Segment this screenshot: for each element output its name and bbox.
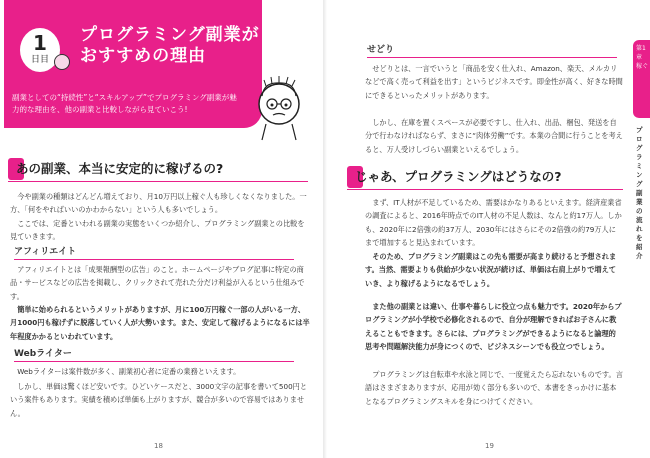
paragraph: しかし、単価は驚くほど安いです。ひどいケースだと、3000文字の記事を書いて500円という案件もあります。実績を積めば単価も上がりますが、競合が多いので容易ではありません。 [10, 382, 308, 418]
running-side-title: プログラミング副業の流れを紹介 [636, 126, 643, 260]
subheading-text: アフィリエイト [14, 247, 77, 257]
subheading-affiliate [14, 244, 76, 257]
chapter-title: プログラミング副業がおすすめの理由 [80, 25, 260, 66]
paragraph: せどりとは、一言でいうと「商品を安く仕入れ、Amazon、楽天、メルカリなどで高く売って利益を出す」というビジネスです。即金性が高く、好きな時間にできるといったメリットがあります。 [365, 64, 623, 100]
side-tab-sub: 稼ぐ [636, 63, 649, 70]
paragraph: アフィリエイトとは「成果報酬型の広告」のこと。ホームページやブログ記事に特定の商品・サービスなどの広告を掲載し、クリックされて売れた分だけ利益が入るという仕組みです。 [10, 265, 305, 301]
page-number: 18 [154, 442, 163, 450]
page-number: 19 [485, 442, 494, 450]
left-page [0, 0, 323, 458]
section-heading [8, 158, 308, 180]
paragraph: ここでは、定番といわれる副業の実態をいくつか紹介し、プログラミング副業との比較を見ていきます。 [10, 219, 305, 242]
paragraph: そのため、プログラミング副業はこの先も需要が高まり続けると予想されます。当然、需要よりも供給が少ない状況が続けば、単価は右肩上がりで増えていき、より稼げるようになるでしょう。 [365, 252, 617, 288]
chapter-sub: 日目 [30, 55, 49, 65]
heading-rule [8, 181, 308, 183]
subheading-sedori [367, 42, 394, 55]
right-page [327, 0, 650, 458]
subheading-text: せどり [367, 45, 395, 55]
heading-text: じゃあ、プログラミングはどうなの? [355, 169, 562, 184]
paragraph: しかし、在庫を置くスペースが必要ですし、仕入れ、出品、梱包、発送を自分で行わなければならず、まさに“肉体労働”です。本業の合間に行うことを考えると、万人受けしづらい副業といえるでしょう。 [365, 118, 623, 154]
paragraph: 簡単に始められるというメリットがありますが、月に100万円稼ぐ一部の人がいる一方、月1000円も稼げずに脱落していく人が大勢います。また、安定して稼げるようになるには半年程度かかるといわれています。 [10, 305, 310, 341]
chapter-lead: 副業としての“持続性”と“スキルアップ”でプログラミング副業が魅力的な理由を、他の副業と比較しながら見ていこう! [12, 93, 237, 114]
chapter-number: 1 [33, 31, 47, 55]
heading-text: あの副業、本当に安定的に稼げるの? [16, 161, 224, 176]
subheading-web-writer [14, 346, 72, 359]
paragraph: まず、IT人材が不足しているため、需要はかなりあるといえます。経済産業省の調査によると、2016年時点でのIT人材の不足人数は、なんと約17万人。しかも、2020年に2倍強の約37万人、2030年にはさらにその2倍強の約79万人にまで増加すると見込まれています。 [365, 198, 622, 248]
character-illustration-icon [244, 74, 314, 144]
paragraph: 今や副業の種類はどんどん増えており、月10万円以上稼ぐ人も珍しくなくなりました。一方、「何をやればいいのかわからない」という人も多いでしょう。 [10, 192, 307, 215]
paragraph: また他の副業とは違い、仕事や暮らしに役立つ点も魅力です。2020年からプログラミングが小学校で必修化されるので、自分が理解できればお子さんに教えることもできます。さらには、プログラミングができるようになると論理的思考や問題解決能力が身につくので、ビジネスシーンでも役立つでしょう。 [365, 302, 622, 352]
section-heading [347, 166, 623, 188]
heading-rule [347, 189, 623, 191]
paragraph: プログラミングは自転車や水泳と同じで、一度覚えたら忘れないものです。言語はさまざまありますが、応用が効く部分も多いので、本書をきっかけに基本となるプログラミングスキルを身につけてください。 [365, 370, 623, 406]
side-tab-chapter: 第1章 [636, 45, 646, 61]
subheading-rule [14, 361, 294, 362]
subheading-text: Webライター [14, 349, 72, 359]
subheading-rule [14, 259, 294, 260]
paragraph: Webライターは案件数が多く、副業初心者に定番の業務といえます。 [17, 367, 241, 376]
chapter-side-tab-label [636, 44, 648, 71]
subheading-rule [367, 57, 617, 58]
chapter-dot-icon [54, 54, 70, 70]
